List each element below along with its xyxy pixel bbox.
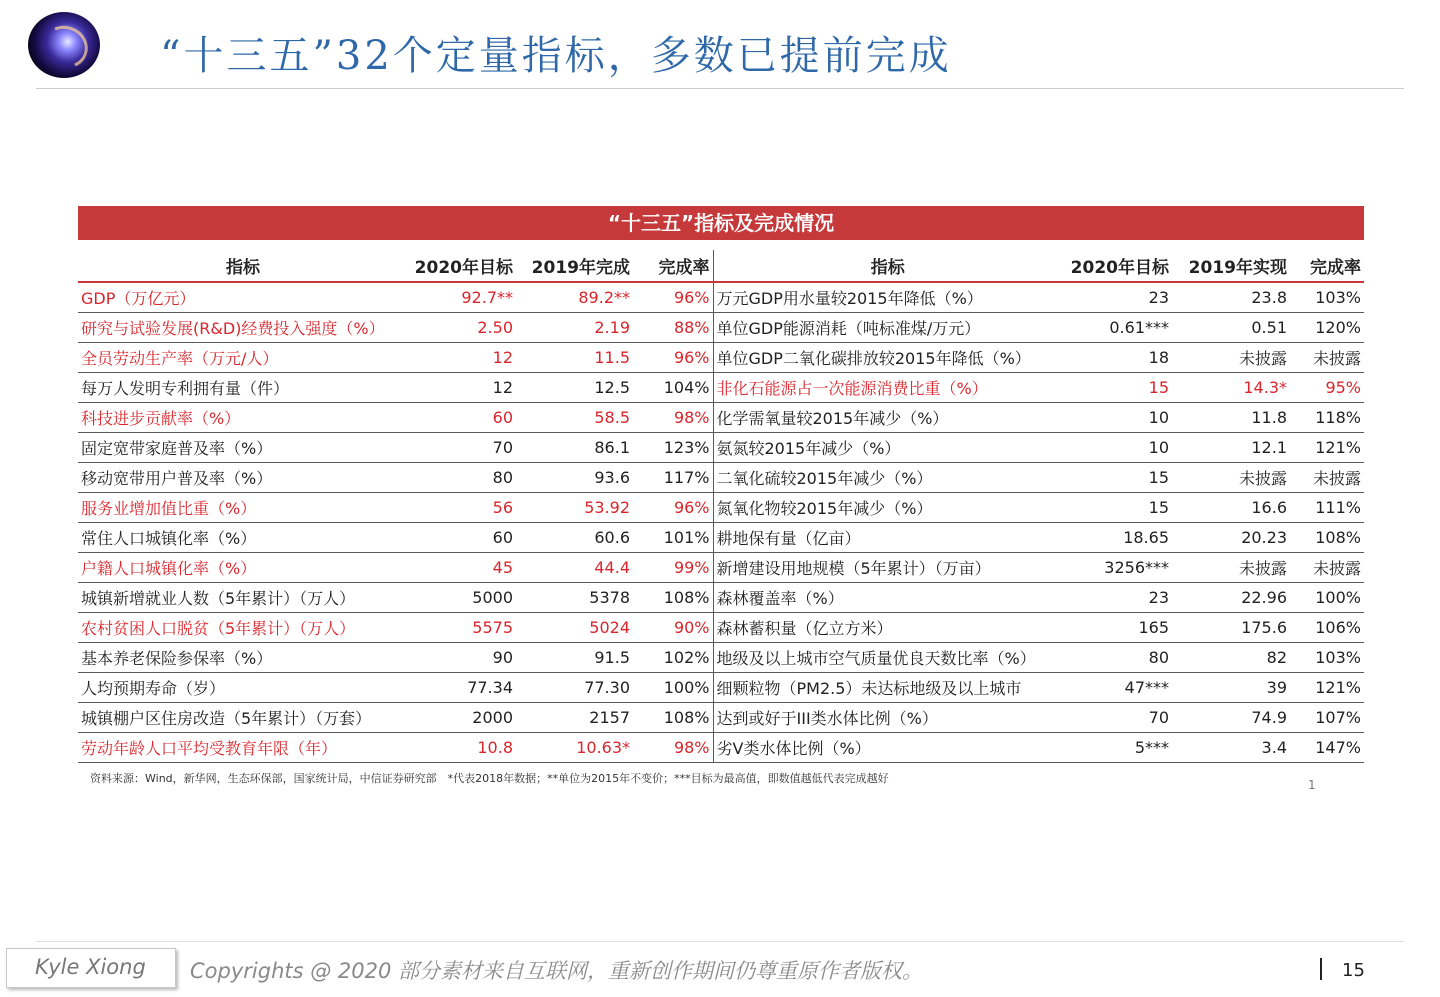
left-target-cell: 45 <box>408 553 516 583</box>
left-target-cell: 12 <box>408 373 516 403</box>
right-actual-cell: 16.6 <box>1172 493 1290 523</box>
left-indicator-cell: 每万人发明专利拥有量（件） <box>78 373 408 403</box>
left-actual-cell: 10.63* <box>516 733 633 763</box>
header-left-indicator: 指标 <box>78 250 408 282</box>
indicator-table <box>78 250 1364 763</box>
left-rate-cell: 101% <box>633 523 713 553</box>
right-indicator-cell: 达到或好于III类水体比例（%） <box>713 703 1062 733</box>
left-rate-cell: 108% <box>633 583 713 613</box>
header-right-indicator: 指标 <box>713 250 1062 282</box>
table-row <box>78 373 1364 403</box>
left-indicator-cell: 科技进步贡献率（%） <box>78 403 408 433</box>
right-indicator-cell: 非化石能源占一次能源消费比重（%） <box>713 373 1062 403</box>
right-indicator-cell: 二氧化硫较2015年减少（%） <box>713 463 1062 493</box>
left-rate-cell: 96% <box>633 282 713 313</box>
right-actual-cell: 未披露 <box>1172 463 1290 493</box>
left-indicator-cell: 基本养老保险参保率（%） <box>78 643 408 673</box>
right-target-cell: 5*** <box>1062 733 1172 763</box>
left-target-cell: 77.34 <box>408 673 516 703</box>
left-target-cell: 56 <box>408 493 516 523</box>
left-target-cell: 92.7** <box>408 282 516 313</box>
left-target-cell: 60 <box>408 403 516 433</box>
left-target-cell: 90 <box>408 643 516 673</box>
header-left-actual: 2019年完成 <box>516 250 633 282</box>
right-rate-cell: 103% <box>1290 643 1364 673</box>
left-target-cell: 80 <box>408 463 516 493</box>
left-rate-cell: 96% <box>633 343 713 373</box>
right-target-cell: 23 <box>1062 282 1172 313</box>
right-actual-cell: 14.3* <box>1172 373 1290 403</box>
right-target-cell: 15 <box>1062 493 1172 523</box>
table-row <box>78 433 1364 463</box>
right-rate-cell: 100% <box>1290 583 1364 613</box>
left-actual-cell: 77.30 <box>516 673 633 703</box>
right-rate-cell: 103% <box>1290 282 1364 313</box>
right-indicator-cell: 单位GDP能源消耗（吨标准煤/万元） <box>713 313 1062 343</box>
right-target-cell: 18 <box>1062 343 1172 373</box>
right-actual-cell: 11.8 <box>1172 403 1290 433</box>
indicator-table-panel <box>78 206 1364 763</box>
table-row <box>78 703 1364 733</box>
right-rate-cell: 未披露 <box>1290 343 1364 373</box>
right-indicator-cell: 耕地保有量（亿亩） <box>713 523 1062 553</box>
right-actual-cell: 82 <box>1172 643 1290 673</box>
left-actual-cell: 91.5 <box>516 643 633 673</box>
right-rate-cell: 111% <box>1290 493 1364 523</box>
right-target-cell: 47*** <box>1062 673 1172 703</box>
right-indicator-cell: 氮氧化物较2015年减少（%） <box>713 493 1062 523</box>
right-indicator-cell: 新增建设用地规模（5年累计）（万亩） <box>713 553 1062 583</box>
right-actual-cell: 未披露 <box>1172 343 1290 373</box>
header-right-actual: 2019年实现 <box>1172 250 1290 282</box>
right-indicator-cell: 氨氮较2015年减少（%） <box>713 433 1062 463</box>
right-actual-cell: 23.8 <box>1172 282 1290 313</box>
left-actual-cell: 2.19 <box>516 313 633 343</box>
right-target-cell: 15 <box>1062 373 1172 403</box>
table-row <box>78 343 1364 373</box>
left-rate-cell: 100% <box>633 673 713 703</box>
left-target-cell: 60 <box>408 523 516 553</box>
right-rate-cell: 147% <box>1290 733 1364 763</box>
table-row <box>78 493 1364 523</box>
right-actual-cell: 39 <box>1172 673 1290 703</box>
left-rate-cell: 90% <box>633 613 713 643</box>
left-actual-cell: 2157 <box>516 703 633 733</box>
left-indicator-cell: 农村贫困人口脱贫（5年累计）（万人） <box>78 613 408 643</box>
right-target-cell: 15 <box>1062 463 1172 493</box>
left-actual-cell: 5378 <box>516 583 633 613</box>
left-rate-cell: 98% <box>633 733 713 763</box>
right-rate-cell: 108% <box>1290 523 1364 553</box>
right-indicator-cell: 劣V类水体比例（%） <box>713 733 1062 763</box>
right-target-cell: 10 <box>1062 403 1172 433</box>
left-target-cell: 10.8 <box>408 733 516 763</box>
left-indicator-cell: 劳动年龄人口平均受教育年限（年） <box>78 733 408 763</box>
right-actual-cell: 未披露 <box>1172 553 1290 583</box>
left-actual-cell: 5024 <box>516 613 633 643</box>
header-left-rate: 完成率 <box>633 250 713 282</box>
left-target-cell: 70 <box>408 433 516 463</box>
table-row <box>78 403 1364 433</box>
right-rate-cell: 121% <box>1290 433 1364 463</box>
right-indicator-cell: 细颗粒物（PM2.5）未达标地级及以上城市 <box>713 673 1062 703</box>
right-indicator-cell: 单位GDP二氧化碳排放较2015年降低（%） <box>713 343 1062 373</box>
right-indicator-cell: 地级及以上城市空气质量优良天数比率（%） <box>713 643 1062 673</box>
author-name: Kyle Xiong <box>35 955 146 979</box>
left-rate-cell: 108% <box>633 703 713 733</box>
left-rate-cell: 117% <box>633 463 713 493</box>
galaxy-logo-icon <box>28 12 100 78</box>
left-indicator-cell: 户籍人口城镇化率（%） <box>78 553 408 583</box>
header-right-rate: 完成率 <box>1290 250 1364 282</box>
right-rate-cell: 120% <box>1290 313 1364 343</box>
left-target-cell: 2.50 <box>408 313 516 343</box>
right-target-cell: 23 <box>1062 583 1172 613</box>
table-body <box>78 282 1364 763</box>
slide-title: “十三五”32个定量指标，多数已提前完成 <box>160 33 952 79</box>
table-row <box>78 523 1364 553</box>
left-indicator-cell: 固定宽带家庭普及率（%） <box>78 433 408 463</box>
small-page-number: 1 <box>1308 778 1316 792</box>
left-actual-cell: 60.6 <box>516 523 633 553</box>
left-indicator-cell: 研究与试验发展(R&D)经费投入强度（%） <box>78 313 408 343</box>
table-row <box>78 583 1364 613</box>
left-actual-cell: 86.1 <box>516 433 633 463</box>
right-indicator-cell: 万元GDP用水量较2015年降低（%） <box>713 282 1062 313</box>
right-target-cell: 18.65 <box>1062 523 1172 553</box>
left-indicator-cell: 城镇棚户区住房改造（5年累计）（万套） <box>78 703 408 733</box>
source-note: 资料来源：Wind，新华网，生态环保部，国家统计局，中信证券研究部 *代表2018年数据；**单位为2015年不变价；***目标为最高值，即数值越低代表完成越好 <box>90 772 889 785</box>
page-number-bar <box>1320 958 1322 980</box>
right-indicator-cell: 森林覆盖率（%） <box>713 583 1062 613</box>
left-rate-cell: 96% <box>633 493 713 523</box>
table-header-row <box>78 250 1364 282</box>
table-row <box>78 313 1364 343</box>
left-actual-cell: 11.5 <box>516 343 633 373</box>
table-row <box>78 282 1364 313</box>
left-actual-cell: 89.2** <box>516 282 633 313</box>
right-actual-cell: 12.1 <box>1172 433 1290 463</box>
right-actual-cell: 22.96 <box>1172 583 1290 613</box>
title-divider <box>36 88 1404 89</box>
table-title: “十三五”指标及完成情况 <box>78 206 1364 240</box>
right-rate-cell: 95% <box>1290 373 1364 403</box>
right-rate-cell: 121% <box>1290 673 1364 703</box>
left-indicator-cell: 移动宽带用户普及率（%） <box>78 463 408 493</box>
table-row <box>78 733 1364 763</box>
left-target-cell: 2000 <box>408 703 516 733</box>
right-actual-cell: 3.4 <box>1172 733 1290 763</box>
left-actual-cell: 44.4 <box>516 553 633 583</box>
footer-divider <box>36 941 1404 942</box>
left-rate-cell: 123% <box>633 433 713 463</box>
table-row <box>78 643 1364 673</box>
right-rate-cell: 118% <box>1290 403 1364 433</box>
left-indicator-cell: GDP（万亿元） <box>78 282 408 313</box>
right-actual-cell: 0.51 <box>1172 313 1290 343</box>
right-target-cell: 3256*** <box>1062 553 1172 583</box>
right-actual-cell: 20.23 <box>1172 523 1290 553</box>
left-target-cell: 12 <box>408 343 516 373</box>
left-indicator-cell: 人均预期寿命（岁） <box>78 673 408 703</box>
author-box <box>6 948 176 988</box>
header-left-target: 2020年目标 <box>408 250 516 282</box>
left-rate-cell: 102% <box>633 643 713 673</box>
right-target-cell: 10 <box>1062 433 1172 463</box>
page-number: 15 <box>1342 960 1365 981</box>
right-indicator-cell: 化学需氧量较2015年减少（%） <box>713 403 1062 433</box>
right-target-cell: 165 <box>1062 613 1172 643</box>
right-rate-cell: 未披露 <box>1290 463 1364 493</box>
left-indicator-cell: 全员劳动生产率（万元/人） <box>78 343 408 373</box>
header-right-target: 2020年目标 <box>1062 250 1172 282</box>
right-target-cell: 0.61*** <box>1062 313 1172 343</box>
right-actual-cell: 74.9 <box>1172 703 1290 733</box>
left-rate-cell: 88% <box>633 313 713 343</box>
left-actual-cell: 93.6 <box>516 463 633 493</box>
table-row <box>78 673 1364 703</box>
left-indicator-cell: 城镇新增就业人数（5年累计）（万人） <box>78 583 408 613</box>
left-rate-cell: 98% <box>633 403 713 433</box>
right-rate-cell: 106% <box>1290 613 1364 643</box>
right-target-cell: 80 <box>1062 643 1172 673</box>
right-rate-cell: 107% <box>1290 703 1364 733</box>
copyright-text: Copyrights @ 2020 部分素材来自互联网，重新创作期间仍尊重原作者版权。 <box>190 959 924 983</box>
left-actual-cell: 12.5 <box>516 373 633 403</box>
left-indicator-cell: 服务业增加值比重（%） <box>78 493 408 523</box>
table-row <box>78 553 1364 583</box>
left-target-cell: 5575 <box>408 613 516 643</box>
left-rate-cell: 99% <box>633 553 713 583</box>
left-target-cell: 5000 <box>408 583 516 613</box>
left-indicator-cell: 常住人口城镇化率（%） <box>78 523 408 553</box>
left-rate-cell: 104% <box>633 373 713 403</box>
right-indicator-cell: 森林蓄积量（亿立方米） <box>713 613 1062 643</box>
table-row <box>78 463 1364 493</box>
table-row <box>78 613 1364 643</box>
right-target-cell: 70 <box>1062 703 1172 733</box>
right-rate-cell: 未披露 <box>1290 553 1364 583</box>
left-actual-cell: 58.5 <box>516 403 633 433</box>
left-actual-cell: 53.92 <box>516 493 633 523</box>
right-actual-cell: 175.6 <box>1172 613 1290 643</box>
